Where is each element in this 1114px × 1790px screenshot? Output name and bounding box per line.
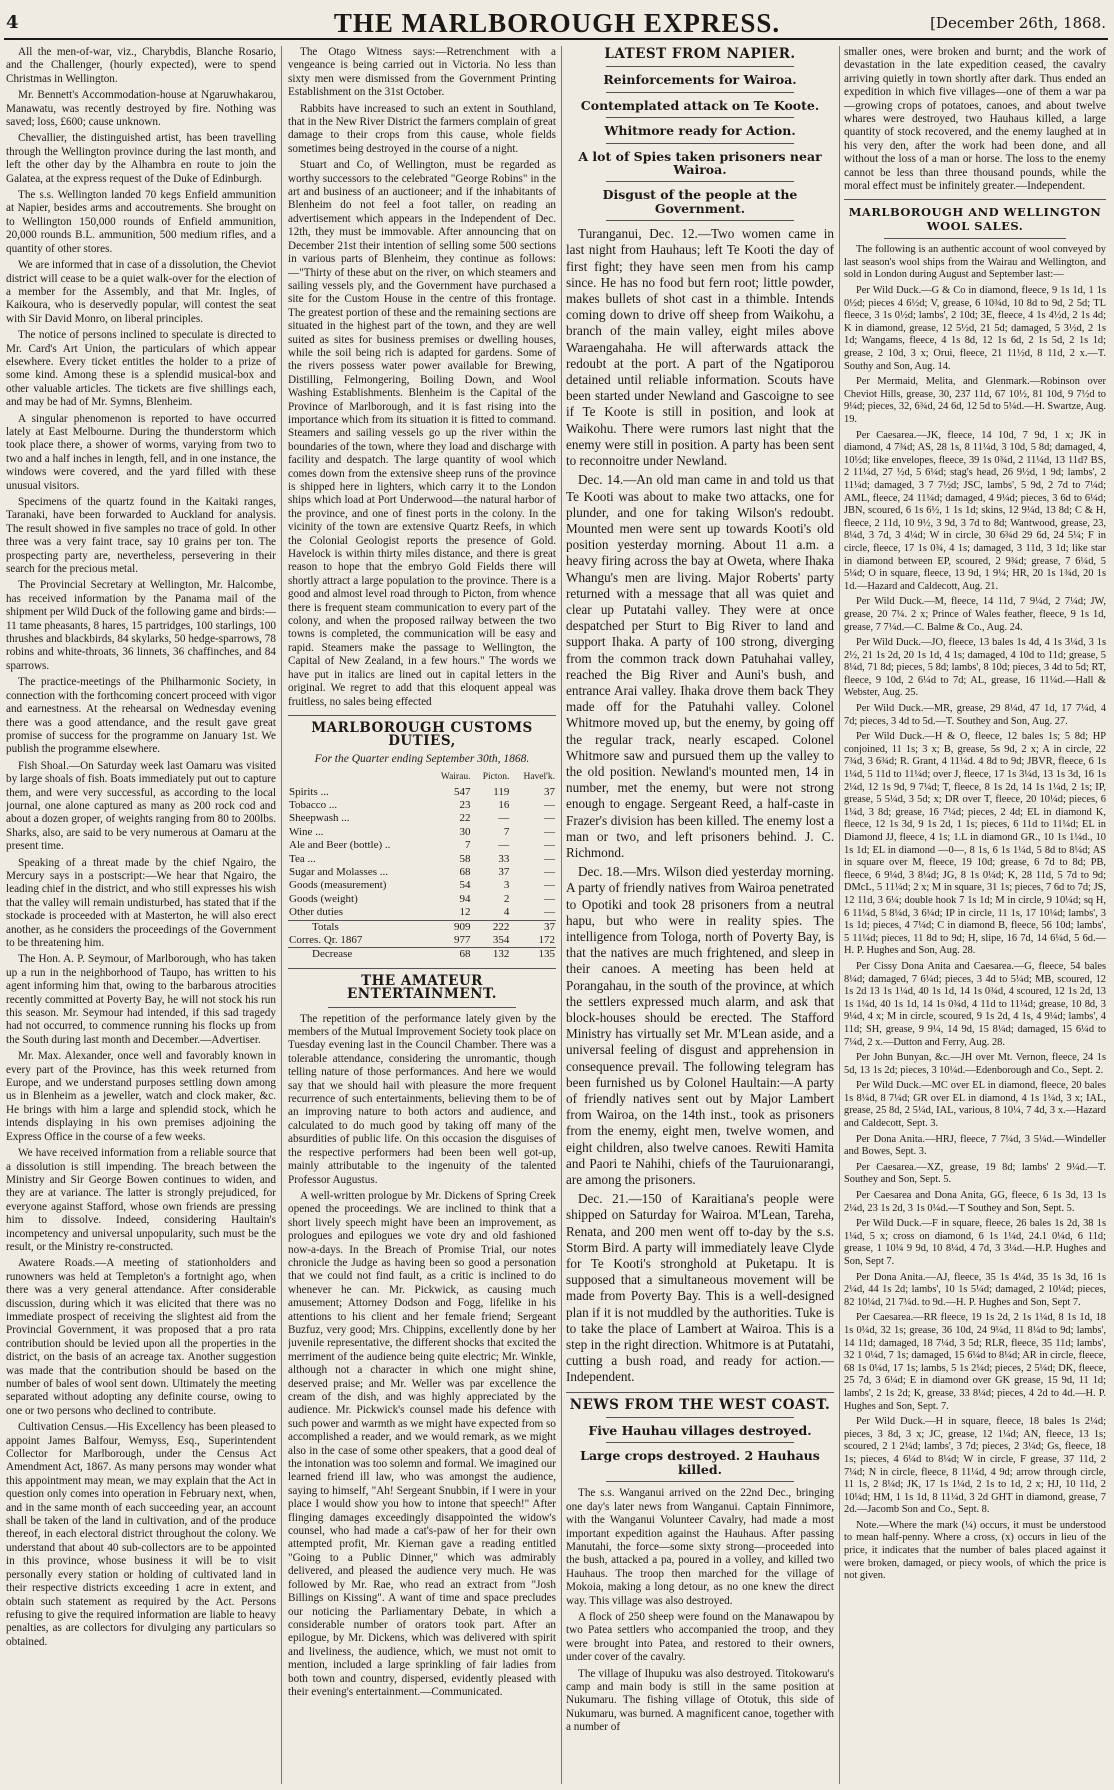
column-4 — [844, 46, 1106, 1784]
issue-date: [December 26th, 1868. — [930, 14, 1106, 32]
napier-subheading: Reinforcements for Wairoa. — [603, 72, 797, 88]
table-row: Tea ... 58 33 — — [289, 852, 555, 865]
column-divider — [839, 46, 840, 1784]
news-paragraph: The Provincial Secretary at Wellington, Mr. Halcombe, has received information by the Panama mail of the shipment per Wild Duck of the following game and birds:—11 tame pheasants, 8 hares, 15 partridges, 100 starlings, 100 thrushes and blackbirds, 84 skylarks, 50 hedge-sparrows, 78 robins and white-throats, 36 linnets, 36 chaffinches, and 84 sparrows. — [6, 579, 276, 672]
table-row: Goods (measurement) 54 3 — — [289, 879, 555, 892]
west-coast-subheading: Large crops destroyed. 2 Hauhaus killed. — [580, 1448, 820, 1477]
table-row: Spirits ... 547 119 37 — [289, 785, 555, 798]
list-item: Per Mermaid, Melita, and Glenmark.—Robinson over Cheviot Hills, grease, 30, 237 11d, 67 10½, 81 10d, 9 7½d to 9¼d; pieces, 32, 6¾d, 24 6d, 12 5d to 5¼d.—H. Swartze, Aug. 19. — [844, 376, 1106, 425]
decrease-row: Decrease 68 132 135 — [288, 948, 556, 962]
list-item: Per Wild Duck.—MR, grease, 29 8¼d, 47 1d, 17 7¼d, 4 7d; pieces, 3 4d to 5d.—T. Southey and Son, Aug. 27. — [844, 703, 1106, 727]
heading-rule — [606, 117, 794, 118]
heading-rule — [606, 220, 794, 221]
list-item: Per Dona Anita.—AJ, fleece, 35 1s 4¼d, 35 1s 3d, 16 1s 2¼d, 44 1s 2d; lambs', 10 1s 5¼d; damaged, 2 10¼d; pieces, 82 10¼d, 21 7¼d. to 9d.—H. P. Hughes and Son, Sept 7. — [844, 1271, 1106, 1308]
heading-rule — [884, 238, 1066, 239]
news-paragraph: The s.s. Wellington landed 70 kegs Enfield ammunition at Napier, besides arms and accoutrements. She brought on to Wellington 150,000 rounds of Enfield ammunition, 20,000 rounds B.L. ammunition, 500 medium rifles, and a quantity of other stores. — [6, 189, 276, 255]
column-header: Wairau. — [440, 772, 471, 783]
news-paragraph: The s.s. Wanganui arrived on the 22nd Dec., bringing one day's later news from Wanganui. Captain Finnimore, with the Wanganui Volunteer Cavalry, had made a most important expedition against the Hauhaus. After passing Manutahi, the force—some sixty strong—proceeded into the bush, attacked a pa, poured in a volley, and killed two Hauhaus. The troop then marched for the village of Mokoia, making a long detour, as no one knew the direct way. This village was also destroyed. — [566, 1487, 834, 1607]
list-item: Note.—Where the mark (¼) occurs, it must be understood to mean half-penny. Where a cross, (x) occurs in lieu of the price, it indicates that the number of bales placed against it were broken, damaged, or piecy wools, of which the price is not given. — [844, 1519, 1106, 1582]
news-paragraph: Speaking of a threat made by the chief Ngairo, the Mercury says in a postscript:—We hear that Ngairo, the leading chief in the district, and who still expresses his wish that the valley will remain undisturbed, has stated that if the stockade is proceeded with at Masterton, he will also erect another, as he considers the proceedings of the Government to be threatening him. — [6, 856, 276, 949]
list-item: Per Cissy Dona Anita and Caesarea.—G, fleece, 54 bales 8¼d; damaged, 7 6¼d; pieces, 3 4d to 5¼d; MB, scoured, 12 1s 2d 13 1s 1¼d, 40 1s 1d, 14 1s 0¾d, 4 scoured, 12 1s 2d, 13 1s 1¼d, 40 1s 1d, 14 1s 0¾d, 4 11d to 11¼d; grease, 10 8d, 3 9¼d, 4 x; M in circle, scoured, 9 1s 2d, 4 1s, 4 9¼d; lambs', 4 11d; SH, grease, 9 9¼, 14 9d, 15 8¼d; damaged, 15 6¼d to 7¼d, 2 x.—Dutton and Ferry, Aug. 28. — [844, 960, 1106, 1048]
list-item: Per Caesarea and Dona Anita, GG, fleece, 6 1s 3d, 13 1s 2¼d, 23 1s 2d, 3 1s 0¼d.—T Southey and Son, Sept. 5. — [844, 1190, 1106, 1214]
section-rule — [844, 199, 1106, 200]
news-paragraph: A well-written prologue by Mr. Dickens of Spring Creek opened the proceedings. We are inclined to think that a short lively speech might have been an improvement, as prologues and epilogues we vote dry and old fashioned now-a-days. In the Breach of Promise Trial, our notes chronicle the Judge as having been so good a personation that we could not find fault, as a critic is inclined to do whenever he can. Mr. Pickwick, as causing much amusement; Attorney Dodson and Fogg, lifelike in his attentions to his client and her female friend; Sergeant Buzfuz, very good; Mrs. Chippins, excellently done by her juvenile representative, the different shocks that excited the merriment of the audience being quite electric; Mr. Winkle, although not a character in which one might shine, deserved praise; and Mr. Weller was par excellence the cream of the dish, and was highly appreciated by the audience. Mr. Pickwick's counsel made his defence with such power and warmth as we might have expected from so accomplished a reader, and we would remark, as we might also in the case of some other speakers, that a good deal of the intonation was too solemn and formal. We imagined our learned friend ill law, who was amongst the audience, saying to himself, "Ah! Sergeant Snubbin, if I were in your place I would show you how to intone that speech!" After flinging damages exceedingly disappointed the widow's counsel, who had made a cat's-paw of her for their own attempted profit, Mr. Kiernan gave a reading entitled "Going to a Public Dinner," which was admirably delivered, and pleased the audience very much. He was followed by Mr. Rae, who read an extract from "Josh Billings on Kissing". A want of time and space precludes our noticing the Parliamentary Debate, in which a considerable number of orators took part. After an epilogue, by Mr. Dickens, which was delivered with spirit and liveliness, the audience, which, we must not omit to mention, included a large sprinkling of fair ladies from both town and country, dispersed, evidently pleased with their evening's entertainment.—Communicated. — [288, 1189, 556, 1698]
news-paragraph: Chevallier, the distinguished artist, has been travelling through the Wellington province during the last month, and left the other day by the Alhambra en route to join the Galatea, at the express request of the Duke of Edinburgh. — [6, 132, 276, 185]
news-paragraph: All the men-of-war, viz., Charybdis, Blanche Rosario, and the Challenger, (hourly expected), were to spend Christmas in Wellington. — [6, 46, 276, 85]
news-paragraph: A flock of 250 sheep were found on the Manawapou by two Patea settlers who accompanied the troop, and they were brought into Patea, and restored to their owners, under cover of the cavalry. — [566, 1610, 834, 1664]
heading-rule — [606, 92, 794, 93]
newspaper-title: THE MARLBOROUGH EXPRESS. — [333, 8, 781, 38]
table-row: Other duties 12 4 — — [289, 906, 555, 919]
list-item: The following is an authentic account of wool conveyed by last season's wool ships from the Wairau and Wellington, and sold in London during August and September last:— — [844, 244, 1106, 281]
napier-subheading: A lot of Spies taken prisoners near Wairoa. — [578, 148, 822, 178]
news-paragraph: We are informed that in case of a dissolution, the Cheviot district will cease to be a quiet walk-over for the election of a member for the Assembly, and that Mr. Ingles, of Kaikoura, who is deservedly popular, will contest the seat with Sir David Monro, on liberal principles. — [6, 259, 276, 325]
table-header-row — [288, 770, 556, 785]
list-item: Per Wild Duck.—H in square, fleece, 18 bales 1s 2¼d; pieces, 3 8d, 3 x; JC, grease, 12 1¼d; AN, fleece, 13 1s; scoured, 2 1 2¼d; lambs', 3 7d; pieces, 2 3¼d; Gs, fleece, 18 1s; pieces, 4 6¼d to 8¼d; W in circle, F grease, 37 11d, 2 7¼d; N in circle, fleece, 8 11¼d, 4 9d; arrow through circle, 11 1s, 2 8¼d; JK, 17 1s 1¼d, 2 1s to 1d, 2 x; HJ, 10 11d, 2 10¼d; HM, 1 1s 1d, 8 11¼d, 3 2d GHT in diamond, grease, 7 2d.—Jacomb Son and Co., Sept. 8. — [844, 1416, 1106, 1516]
news-paragraph: The Hon. A. P. Seymour, of Marlborough, who has taken up a run in the neighborhood of Taupo, has written to his agent informing him that, owing to the barbarous atrocities recently committed at Poverty Bay, he will not stock his run this season. Mr. Seymour had intended, if this sad tragedy had not occurred, to commence running his flocks up from the South during last month and December.—Advertiser. — [6, 953, 276, 1046]
amateur-heading: THE AMATEUR ENTERTAINMENT. — [347, 972, 497, 1003]
napier-subheading: Contemplated attack on Te Koote. — [580, 97, 820, 113]
news-paragraph: Dec. 21.—150 of Karaitiana's people were shipped on Saturday for Wairoa. M'Lean, Tareha, Renata, and 200 men went off to-day by the s.s. Storm Bird. A party will immediately leave Clyde for Te Kooti's stronghold at Puketapu. It is supposed that a simultaneous movement will be made from Poverty Bay. This is a well-designed plan if it is not muddled by the authorities. Tuke is to take the place of Lambert at Wairoa. This is a step in the right direction. Whitmore is at Putatahi, cutting a bush road, and ready for action.—Independent. — [566, 1191, 834, 1385]
corres-row: Corres. Qr. 1867 977 354 172 — [289, 934, 555, 946]
news-paragraph: Rabbits have increased to such an extent in Southland, that in the New River District the farmers complain of great damage to their crops from this cause, whole fields sometimes being destroyed in the course of a night. — [288, 102, 556, 155]
news-paragraph: Stuart and Co, of Wellington, must be regarded as worthy successors to the celebrated "George Robins" in the art and business of an auctioneer; and if the inhabitants of Blenheim do not feel a foot taller, on reading an advertisement which appears in the Independent of Dec. 12th, they must be immovable. After announcing that on December 21st their intention of selling some 500 sections in various parts of Blenheim, they continue as follows:—"Thirty of these abut on the river, on which steamers and sailing vessels ply, and the Government have purchased a site for the Custom House in the centre of this frontage. The greatest portion of these and the remaining sections are situated in the highest part of the town, and they are well suited as sites for business premises or dwelling houses, while the soil being rich is adapted for gardens. Some of the rivers possess water power available for Brewing, Distilling, Felmongering, Boiling Down, and Wool Washing Establishments. Blenheim is the Capital of the Province of Marlborough, and it is fast rising into the importance which from its situation it is fitted to command. Steamers and sailing vessels go up the river within the boundaries of the town, where they load and discharge with facility and despatch. The large quantity of wool which comes down from the extensive sheep runs of the province is shipped here in lighters, which carry it to the London ships which load at Port Underwood—the natural harbor of the province, and one of finest ports in the colony. In the vicinity of the town are extensive Quartz Reefs, in which the Colonial Geologist reports the presence of Gold. Havelock is within thirty miles distance, and there is great reason to hope that the embryo Gold Fields there will shortly attract a large population to the province. There is a good and almost level road through to Picton, from whence there is frequent steam communication to every part of the colony, and when the proposed railway between the two towns is completed, the communication will be easy and rapid. Steamers make the passage to Wellington, the Capital of New Zealand, in a few hours." The words we have put in italics are lined out in capital letters in the original. We regret to add that this eloquent appeal was fruitless, no sales being effected — [288, 159, 556, 708]
list-item: Per Wild Duck.—H & O, fleece, 12 bales 1s; 5 8d; HP conjoined, 11 1s; 3 x; B, grease, 5s 9d, 2 x; A in circle, 22 7¾d, 3 6¾d; R. Grant, 4 11¼d. 4 8d to 9d; JBVR, fleece, 6 1s 1¼d, 5 11d to 11¼d; over J, fleece, 17 1s 3¼d, 13 1s 3d, 16 1s 2¼d, 12 1s 9d, 9 7¼d; T, fleece, 8 1s 2d, 14 1s 1¼d, 2 1s; IP, grease, 5 5¼d, 3 5d; x; DR over T, fleece, 20 10¼d; pieces, 6 1¼d, 3 8d; grease, 16 7¼d; pieces, 2 4d; EL in diamond K, fleece, 12 1s 3d, 9 1s 2d, 1 1s; pieces, 6 11d to 11¼d; EL in Diamond JJ, fleece, 4 1s; 1.L in diamond GR., 10 1s 1¼d., 10 1s 1d; EL in diamond —0—, 8 1s, 6 1s 1¼d, 5 8d to 8¼d; AS in square over M, fleece, 19 10d; grease, 6 7d to 8d; PB, fleece, 6 9¼d, 3 8¼d; JG, 8 1s 0¼d; K, 28 11d, 5 7d to 9d; DMcL, 5 11¼d; 2 x; M in square, 31 1s; pieces, 7 6d to 7d; JS, 12 11d, 3 6¼; double hook 7 1s 1d; M in circle, 9 10¼d; sq H, 6 11¼d, 5 8¼d, 3 6¼d; IP in circle, 11 1s, 17 10¼d; lambs', 3 1s 1d; pieces, 4 7¼d; C in diamond B, fleece, 56 10d; lambs', 5 11¼d; pieces, 11 8d to 9d; H, slipe, 16 7d, 14 6¼d, 5 6d.—H. P. Hughes and Son, Aug. 28. — [844, 731, 1106, 957]
wool-sales-heading: MARLBOROUGH AND WELLINGTON WOOL SALES. — [848, 205, 1102, 233]
news-paragraph: Awatere Roads.—A meeting of stationholders and runowners was held at Templeton's a fortnight ago, when there was a very general attendance. After considerable discussion, during which it was elicited that there was no immediate prospect of receiving the slightest aid from the Provincial Government, it was proposed that a pro rata contribution should be levied upon all the properties in the district, on the basis of an acreage tax. Another suggestion was made that the contribution should be based on the number of bales of wool sent down. Ultimately the meeting separated without adopting any definite course, owing to one or two persons who declined to contribute. — [6, 1257, 276, 1417]
napier-subheading: Disgust of the people at the Government. — [602, 187, 798, 216]
news-paragraph: smaller ones, were broken and burnt; and the work of devastation in the late expedition ceased, the cavalry arriving quietly in town shortly after dark. Thus ended an expedition in which five villages—one of them a war pa—growing crops of potatoes, canoes, and about twelve whares were destroyed, two Hauhaus killed, a large quantity of stock recovered, and the enemy laughed at in his very den, after the work had been done, and all without the loss of a man or horse. The loss to the enemy cannot be less than three thousand pounds, while the moral effect must be infinitely greater.—Independent. — [844, 46, 1106, 193]
list-item: Per Wild Duck.—JO, fleece, 13 bales 1s 4d, 4 1s 3¼d, 3 1s 2½, 21 1s 2d, 20 1s 1d, 4 1s; damaged, 4 10d to 11d; grease, 5 8¼d, 71 8d; pieces, 5 8d; lambs', 8 10d; pieces, 3 4d to 5d; RT, fleece, 9 10d, 2 6¼d to 7d; AL, grease, 16 11¼d.—Hall & Webster, Aug. 25. — [844, 637, 1106, 699]
list-item: Per Caesarea.—RR fleece, 19 1s 2d, 2 1s 1¼d, 8 1s 1d, 18 1s 0¼d, 32 1s; grease, 36 10d, 24 9¼d, 11 8¼d to 9d; lambs', 14 11d; damaged, 18 7¼d, 3 5d; RLR, fleece, 35 11d; lambs', 32 1 0¼d, 7 1s; damaged, 15 6¼d to 8¼d; AR in circle, fleece, 68 1s 0¼d, 17 1s; lambs, 5 1s 2¼d; pieces, 2 5¼d; DK, fleece, 25 7d, 3 6¼d; E in diamond over GK grease, 15 9d, 11 1d; lambs', 2 1s 2d; K, grease, 33 8¼d; pieces, 4 2d to 4d.—H. P. Hughes and Son, Sept. 7. — [844, 1312, 1106, 1412]
news-paragraph: The notice of persons inclined to speculate is directed to Mr. Card's Art Union, the particulars of which appear elsewhere. Every ticket entitles the holder to a prize of some kind. Among these is a splendid musical-box and other valuable articles. The tickets are five shillings each, and may be had of Mr. Symns, Blenheim. — [6, 329, 276, 409]
heading-rule — [606, 1442, 794, 1443]
news-paragraph: Fish Shoal.—On Saturday week last Oamaru was visited by large shoals of fish. Boats immediately put out to capture them, and were very successful, as according to the local journal, one alone captured as many as 200 rock cod and about a dozen groper, of weights ranging from 80 to 200lbs. Sharks, also, are said to be very numerous at Oamaru at the present time. — [6, 759, 276, 853]
table-row: Goods (weight) 94 2 — — [289, 892, 555, 905]
column-divider — [281, 46, 282, 1784]
news-paragraph: The Otago Witness says:—Retrenchment with a vengeance is being carried out in Victoria. No less than sixty men were dismissed from the Government Printing Establishment on the 31st October. — [288, 46, 556, 99]
section-rule — [288, 715, 556, 716]
heading-rule — [606, 143, 794, 144]
heading-rule — [606, 66, 794, 67]
totals-row: Totals 909 222 37 — [288, 920, 556, 934]
news-paragraph: Dec. 14.—An old man came in and told us that Te Kooti was about to make two attacks, one for plunder, and one for taking Wilson's redoubt. Mounted men were sent up towards Kooti's old position yesterday morning. About 11 a.m. a heavy firing across the bay at Oweta, where Ihaka Whangu's men are living. Major Roberts' party returned with a message that all was quiet and clear up Putatahi valley. They were at once despatched per Sturt to Big River to land and support Ihaka. A party of 100 strong, diverging from the common track down Patuhahai valley, reached the Big River and Auni's bush, and entrance Arai valley. Ihaka drove them back They made off for the Patuhahi valley. Colonel Whitmore moved up, but the enemy, by going off the regular track, nearly escaped. Colonel Whitmore saw and pursued them up the valley to the old position. Newland's mounted men, 14 in number, met the enemy, but were not strong enough to engage. Sergeant Reed, a half-caste in Frazer's division has been killed. The enemy lost a man or two, and left prisoners behind. J. C. Richmond. — [566, 472, 834, 860]
news-paragraph: The repetition of the performance lately given by the members of the Mutual Improvement Society took place on Tuesday evening last in the Council Chamber. There was a tolerable attendance, considering the unromantic, though telling nature of those performances. And here we would say that we should hail with pleasure the more frequent recurrence of such entertainments, believing them to be of an improving nature to both actors and audience, and calculated to do much good by taking off many of the absurdities of public life. On this occasion the disguises of the respective performers had been been well got-up, mainly attributable to the ingenuity of the talented Professor Augustus. — [288, 1012, 556, 1186]
news-paragraph: Turanganui, Dec. 12.—Two women came in last night from Hauhaus; left Te Kooti the day of first fight; they have seen men from his camp since. He has no food but fern root; little powder, makes bullets of shot cast in a thimble. Intends coming down to drive off sheep from Waikohu, a branch of the main valley, eight miles above Waraengahaha. He will afterwards attack the redoubt at the port. A part of the Ngatiporou detained until reliable information. Scouts have been started under Newland and Gascoigne to see if Te Koote is still in position, and look at Waikohu. There were rumors last night that the enemy were still in position. A party has been sent to reconnoitre under Newland. — [566, 226, 834, 469]
wool-sales-list — [844, 244, 1106, 1583]
heading-rule — [606, 1417, 794, 1418]
list-item: Per Caesarea.—JK, fleece, 14 10d, 7 9d, 1 x; JK in diamond, 4 7¾d; AS, 28 1s, 8 11¼d, 3 10d, 5 8d; damaged, 4, 10½d; like envelopes, fleece, 39 1s 0¾d, 2 11¼d, 13 11d? BS, 2 11¼d, 27 ½d, 5 6¼d; stag's head, 26 9½d, 1 9d; lambs', 2 11¼d; damaged, 3 7 7½d; JSC, lambs', 5 9d, 2 7d to 7¼d; AML, fleece, 24 11¼d; damaged, 4 9¼d; pieces, 3 6d to 6¼d; JBN, scoured, 6 1s 6½, 1 1s 1d; skins, 12 9¼d, 13 8d; C & H, fleece, 2 11d, 10 9½, 3 9d, 3 7d to 8d; Wantwood, grease, 23, 8¼d, 3 7d, 3 4¼d; W in circle, 30 6¾d 29 6d, 24 5¼; F in circle, fleece, 17 1s 0¾, 4 1s; damaged, 3 11d, 3 1d; like star in diamond between EP, scoured, 2 9¾d; grease, 7 6¼d, 5 5¼d; O in square, fleece, 13 9d, 1 9¼; HR, 20 1s 1¾d, 20 1s 1d.—Hazard and Caldecott, Aug. 21. — [844, 429, 1106, 592]
news-paragraph: Dec. 18.—Mrs. Wilson died yesterday morning. A party of friendly natives from Wairoa penetrated to Opotiki and took 28 prisoners from a neutral hapu, but who were in reality spies. The intelligence from Tologa, north of Poverty Bay, is that the natives are much frightened, and sleep in their canoes. A meeting has been held at Porangahau, in the south of the province, at which the settlers expressed much alarm, and ask that block-houses should be erected. The Stafford Ministry has virtually set Mr. M'Lean aside, and a universal feeling of disgust and apprehension in consequence prevail. The following telegram has been furnished us by Colonel Haultain:—A party of friendly natives sent out by Major Lambert from Wairoa, on the 14th inst., took as prisoners from the enemy, eight men, twelve women, and eight children, also twelve canoes. Rewiti Hamita and Paori te Nahihi, chiefs of the Tauruionarangi, are among the prisoners. — [566, 864, 834, 1188]
heading-rule — [606, 1481, 794, 1482]
list-item: Per Caesarea.—XZ, grease, 19 8d; lambs' 2 9¼d.—T. Southey and Son, Sept. 5. — [844, 1161, 1106, 1186]
column-divider — [561, 46, 562, 1784]
section-rule — [288, 968, 556, 969]
west-coast-heading: NEWS FROM THE WEST COAST. — [569, 1396, 831, 1413]
section-rule — [566, 1392, 834, 1393]
table-row: Sheepwash ... 22 — — — [289, 812, 555, 825]
column-2 — [288, 46, 556, 1784]
napier-subheading: Whitmore ready for Action. — [604, 123, 796, 139]
column-3 — [566, 46, 834, 1784]
table-row: Tobacco ... 23 16 — — [289, 798, 555, 811]
news-paragraph: Specimens of the quartz found in the Kaitaki ranges, Taranaki, have been forwarded to Auckland for analysis. The result showed in five samples no trace of gold. In other three was a very faint trace, say 10 grains per ton. The prospecting party are, nevertheless, persevering in their search for the precious metal. — [6, 496, 276, 576]
heading-rule — [328, 1007, 516, 1008]
column-header: Havel'k. — [523, 772, 555, 783]
news-paragraph: The practice-meetings of the Philharmonic Society, in connection with the forthcoming concert proceed with vigor and earnestness. At the rehearsal on Wednesday evening there was a good attendance, and the result gave great promise of success for the programme on January 1st. We publish the programme elsewhere. — [6, 676, 276, 756]
page-number: 4 — [6, 12, 19, 33]
masthead — [0, 8, 1114, 38]
list-item: Per Wild Duck.—F in square, fleece, 26 bales 1s 2d, 38 1s 1¼d, 5 x; cross on diamond, 6 1s 1¼d, 24.1 0¼d, 6 11d; grease, 1 10¼ 9 9d, 10 8¼d, 4 7d, 3 3¼d.—H.P. Hughes and Son, Sept 7. — [844, 1218, 1106, 1267]
news-paragraph: Mr. Bennett's Accommodation-house at Ngaruwhakarou, Manawatu, was recently destroyed by fire. Nothing was saved; loss, £600; cause unknown. — [6, 89, 276, 129]
news-paragraph: A singular phenomenon is reported to have occurred lately at East Melbourne. During the thunderstorm which took place there, a shower of worms, varying from two to two and a half inches in length, fell, and in one instance, the windows were covered, and the yard filled with these unusual visitors. — [6, 412, 276, 492]
west-coast-subheading: Five Hauhau villages destroyed. — [588, 1423, 812, 1439]
table-row: Ale and Beer (bottle) .. 7 — — — [289, 839, 555, 852]
customs-heading: MARLBOROUGH CUSTOMS DUTIES, — [311, 719, 533, 750]
table-row: Sugar and Molasses ... 68 37 — — [289, 865, 555, 878]
column-1 — [6, 46, 276, 1784]
heading-rule — [606, 181, 794, 182]
news-paragraph: The village of Ihupuku was also destroyed. Titokowaru's camp and main body is still in the same position at Nukumaru. The fishing village of Ototuk, this side of Nukumaru, was burned. A magnificent canoe, together with a number of — [566, 1667, 834, 1734]
news-paragraph: Cultivation Census.—His Excellency has been pleased to appoint James Balfour, Wemyss, Esq., Superintendent Collector for Marlborough, under the Census Act Amendment Act, 1867. As many persons may wonder what this appointment may mean, we may explain that the Act in question only comes into operation in February next, when, and in the same month of each succeeding year, an account shall be taken of the land in cultivation, and of the produce thereof, in each electoral district throughout the colony. We understand that about 40 sub-collectors are to be appointed in this province, whose business it will be to visit personally every station or holding of cultivated land in their respective districts exceeding 1 acre in extent, and obtain such statement as required by the Act. Persons refusing to give the required information are liable to heavy penalties, as are collectors for divulging any particulars so obtained. — [6, 1421, 276, 1648]
list-item: Per Wild Duck.—G & Co in diamond, fleece, 9 1s 1d, 1 1s 0½d; pieces 4 6½d; V, grease, 6 10¾d, 10 8d to 9d, 2 5d; TL fleece, 3 1s 0½d; lambs', 2 10d; 3E, fleece, 4 1s 4½d, 2 1s 4d; K in diamond, grease, 12 5½d, 21 5d; damaged, 5 3½d, 2 1s 1d; Wangams, fleece, 4 1s 8d, 12 1s 6d, 2 1s 5d, 2 1s 1d; grease, 2 10d, 3 x; Orui, fleece, 21 11½d, 8 11d, 2 x.—T. Southy and Son, Aug. 14. — [844, 285, 1106, 372]
napier-heading: LATEST FROM NAPIER. — [604, 46, 796, 62]
column-header: Picton. — [482, 772, 510, 783]
customs-table — [288, 770, 556, 962]
news-paragraph: We have received information from a reliable source that a dissolution is still impending. The breach between the Ministry and Sir George Bowen continues to widen, and they are at variance. The latter is strongly prejudiced, for everyone against Stafford, whose own friends are pressing him to dissolve. Indeed, considering Haultain's incompetency and universal unpopularity, such must be the result, or the Ministry re-constructed. — [6, 1147, 276, 1253]
list-item: Per Dona Anita.—HRJ, fleece, 7 7¼d, 3 5¼d.—Windeller and Bowes, Sept. 3. — [844, 1133, 1106, 1158]
masthead-rule — [4, 38, 1108, 40]
news-paragraph: Mr. Max. Alexander, once well and favorably known in every part of the Province, has this week returned from Europe, and we understand purposes settling down among us in Blenheim as a jeweller, watch and clock maker, &c. He brings with him a large and splendid stock, which he intends displaying in his own premises adjoining the Express Office in the course of a few weeks. — [6, 1050, 276, 1143]
list-item: Per Wild Duck.—M, fleece, 14 11d, 7 9¼d, 2 7¼d; JW, grease, 20 7¼. 2 x; Prince of Wales feather, fleece, 9 1s 1d, grease, 7 7¼d.—C. Balme & Co., Aug. 24. — [844, 596, 1106, 633]
list-item: Per Wild Duck.—MC over EL in diamond, fleece, 20 bales 1s 8¼d, 8 7¼d; GR over EL in diamond, 4 1s 1¼d, 3 x; IAL, grease, 25 8d, 2 5¼d, IAL, various, 8 10¼, 7 4d, 3 x.—Hazard and Caldecott, Sept. 3. — [844, 1080, 1106, 1130]
table-row: Wine ... 30 7 — — [289, 825, 555, 838]
list-item: Per John Bunyan, &c.—JH over Mt. Vernon, fleece, 24 1s 5d, 13 1s 2d; pieces, 3 10¼d.—Edenborough and Co., Sept. 2. — [844, 1052, 1106, 1076]
customs-subheading: For the Quarter ending September 30th, 1868. — [314, 752, 530, 765]
